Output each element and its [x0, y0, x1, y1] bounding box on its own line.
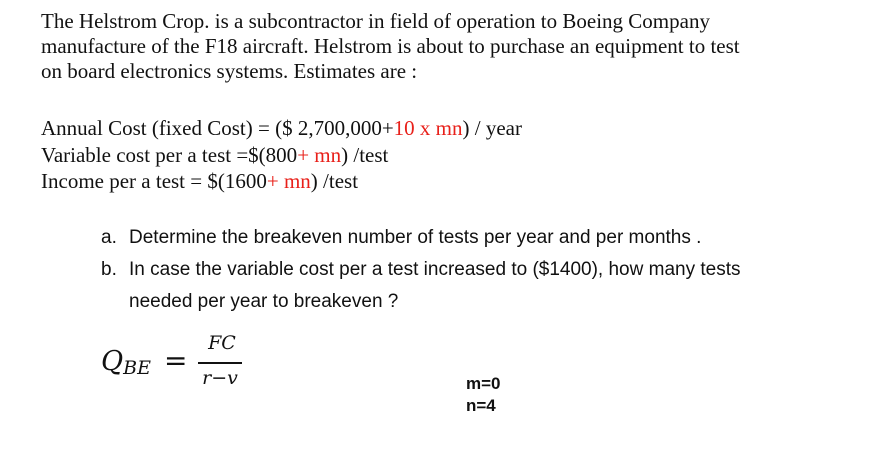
parameter-m: m=0 — [466, 374, 501, 393]
statement-line-1: The Helstrom Crop. is a subcontractor in field of operation to Boeing Company — [41, 9, 710, 33]
annual-cost-prefix: Annual Cost (fixed Cost) = ($ 2,700,000+ — [41, 116, 394, 140]
variable-cost-suffix: ) /test — [341, 142, 389, 167]
statement-line-3: on board electronics systems. Estimates are : — [41, 59, 418, 83]
income-suffix: ) /test — [310, 169, 359, 193]
formula-numerator: FC — [208, 332, 236, 354]
problem-statement — [41, 9, 841, 84]
income-prefix: Income per a test = $(1600 — [41, 169, 267, 193]
formula-equals-sign: = — [164, 344, 188, 377]
question-a — [101, 222, 841, 254]
statement-line-2: manufacture of the F18 aircraft. Helstrom is about to purchase an equipment to test — [41, 34, 740, 58]
formula-lhs-subscript: BE — [123, 357, 151, 379]
variable-cost-line — [41, 142, 841, 169]
annual-cost-line — [41, 115, 841, 142]
formula-fraction-bar — [198, 362, 242, 364]
formula-lhs — [101, 346, 151, 379]
income-highlight: + mn — [266, 169, 311, 193]
estimates-block — [41, 115, 841, 195]
income-line — [41, 168, 841, 195]
variable-cost-prefix: Variable cost per a test =$(800 — [41, 142, 298, 167]
question-a-text: Determine the breakeven number of tests per year and per months . — [129, 227, 702, 248]
formula-lhs-main: Q — [101, 346, 124, 377]
question-b — [101, 254, 841, 286]
question-a-letter: a. — [101, 227, 117, 248]
parameter-values — [466, 373, 501, 417]
annual-cost-suffix: ) / year — [462, 116, 522, 140]
variable-cost-highlight: + mn — [297, 142, 342, 167]
question-b-text: In case the variable cost per a test increased to ($1400), how many tests — [129, 259, 741, 280]
question-b-continuation: needed per year to breakeven ? — [129, 291, 399, 312]
annual-cost-highlight: 10 x mn — [393, 116, 463, 140]
parameter-n: n=4 — [466, 396, 496, 415]
questions-list — [101, 222, 841, 318]
formula-denominator: r−v — [202, 367, 238, 389]
question-b-letter: b. — [101, 259, 117, 280]
